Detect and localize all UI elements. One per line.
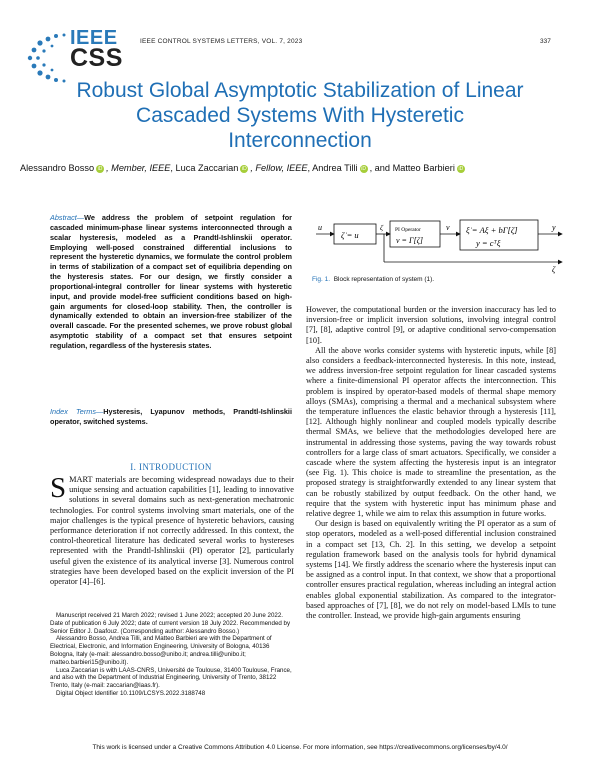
license-footer: This work is licensed under a Creative Commons Attribution 4.0 License. For more information, see https://creativecommons.org/licenses/by/4.0/ — [92, 744, 508, 751]
footnote-manuscript: Manuscript received 21 March 2022; revised 1 June 2022; accepted 20 June 2022. Date of publication 6 July 2022; date of current version 18 July 2022. Recommended by Senior Editor J. Daafouz. (Corresponding author: Alessandro Bosso.) — [50, 612, 291, 635]
abstract — [50, 213, 292, 351]
index-terms-lead: Index Terms— — [50, 407, 104, 416]
author-3: , Andrea Tilli — [307, 163, 358, 173]
footnote-affiliation-2: Luca Zaccarian is with LAAS-CNRS, Université de Toulouse, 31400 Toulouse, France, and also with the Department of Industrial Engineering, University of Trento, 38122 Trento, Italy (e-mail: zaccarian@laas.fr). — [50, 666, 292, 690]
index-terms-text: Hysteresis, Lyapunov methods, Prandtl-Ishlinskii operator, switched systems. — [50, 407, 292, 426]
integrator-equation: ζ̇ = u — [341, 230, 359, 240]
author-1: Alessandro Bosso — [20, 163, 95, 173]
author-2-role: , Fellow, IEEE — [250, 163, 308, 173]
orcid-icon[interactable]: iD — [361, 166, 366, 172]
figure-caption — [312, 276, 434, 283]
introduction-text: MART materials are becoming widespread nowadays due to their unique sensing and actuation capabilities [1], leading to innovative solutions in several domains such as next-generation mechatronic technologies. For control systems involving smart materials, one of the major challenges is the typical presence of hysteretic behaviors, causing performance deterioration if not correctly addressed. In this context, the control-theoretical literature has dedicated several works to hystereses represented with the Prandtl-Ishlinskii (PI) operator [2], particularly useful given the existence of its analytical inverse [3]. Numerous control strategies have been developed based on the explicit inversion of the PI operator [4]–[6]. — [50, 475, 294, 587]
linear-system-output-equation: y = cᵀξ — [476, 238, 501, 248]
figure-caption-number: Fig. 1. — [312, 276, 331, 283]
orcid-icon[interactable]: iD — [241, 166, 247, 172]
pi-operator-equation: v = Γ[ζ] — [396, 236, 423, 245]
linear-system-state-equation: ξ̇ = Aξ + bΓ[ζ] — [466, 225, 518, 235]
author-4: , and Matteo Barbieri — [369, 163, 455, 173]
figure-caption-text: Block representation of system (1). — [333, 276, 435, 283]
footnote-doi: Digital Object Identifier 10.1109/LCSYS.2022.3188748 — [56, 689, 206, 697]
abstract-text: We address the problem of setpoint regulation for cascaded minimum-phase linear systems interconnected through a scalar hysteresis, modeled as a Prandtl-Ishlinskii operator. Employing well-posed constrained differential inclusions to represent the hysteretic dynamics, we formulate the control problem in terms of stabilization of a compact set of equilibria depending on the hysteresis states. For our design, we firstly consider a proportional-integral controller for linear systems with hysteretic input, and provide model-free sufficient conditions based on high-gain arguments for closed-loop stability. Then, the controller is dynamically extended to obtain an inversion-free stabilizer of the overall cascade. For the presented schemes, we prove robust global asymptotic stability of a compact set that ensures setpoint regulation, regardless of the hysteresis states. — [50, 213, 292, 350]
block-diagram-figure — [310, 218, 572, 274]
body-paragraph-2: All the above works consider systems with hysteretic inputs, while [8] also considers a feedback-interconnected hysteresis. In this note, instead, we address inversion-free setpoint regulation for linear cascaded systems where a finite-dimensional PI operator affects the interconnection. This problem is inspired by operator-based models of thermal shape memory alloys (SMAs), comprising a thermal and a mechanical subsystem where the temperature influences the elastic behavior through a hysteresis [11], [12]. Although highly nonlinear and coupled models typically describe thermal SMAs, we believe that the methodologies developed here are instrumental in addressing those systems, paving the way towards robust controllers for a large class of smart actuators. Specifically, we consider a cascade where the system affecting the hysteresis input is an integrator (see Fig. 1). This choice is made to streamline the presentation, as the proposed strategy is straightforwardly extended to any linear system that can be robustly stabilized by output feedback. On the other hand, we require that the system with hysteretic input has minimum phase and relative degree 1, while we aim to relax this assumption in future works. — [306, 345, 556, 519]
footnotes — [50, 612, 294, 698]
logo-css-text: CSS — [70, 44, 123, 72]
author-list — [20, 163, 580, 173]
signal-zeta-top-label: ζ — [380, 223, 384, 232]
page-number: 337 — [540, 38, 551, 45]
index-terms — [50, 407, 292, 427]
signal-u-label: u — [318, 223, 322, 232]
abstract-lead: Abstract— — [50, 213, 85, 222]
signal-zeta-label: ζ — [552, 265, 556, 274]
paper-title — [30, 78, 570, 153]
drop-cap: S — [50, 472, 67, 504]
title-line-1: Robust Global Asymptotic Stabilization of Linear — [76, 79, 524, 102]
pi-operator-title: PI Operator — [395, 227, 421, 233]
signal-v-label: v — [446, 223, 450, 232]
section-heading-introduction: I. INTRODUCTION — [130, 462, 212, 472]
orcid-icon[interactable]: iD — [97, 166, 103, 172]
introduction-paragraph — [50, 472, 294, 587]
signal-y-label: y — [552, 223, 556, 232]
title-line-3: Interconnection — [228, 129, 372, 152]
footnote-affiliation-1: Alessandro Bosso, Andrea Tilli, and Matteo Barbieri are with the Department of Electrical, Electronic, and Information Engineering, University of Bologna, 40136 Bologna, Italy (e-mail: alessandro.bosso@unibo.it; andrea.tilli@unibo.it; matteo.barbieri15@unibo.it). — [50, 635, 272, 666]
author-1-role: , Member, IEEE — [106, 163, 171, 173]
orcid-icon[interactable]: iD — [458, 166, 464, 172]
logo-ieee-text: IEEE — [70, 27, 118, 49]
body-paragraph-1: However, the computational burden or the inversion inaccuracy has led to inversion-free or implicit inversion solutions, involving integral control [7], [8], adaptive control [9], or adaptive conditional servo-compensation [10]. — [306, 305, 556, 345]
right-column-body — [306, 305, 556, 621]
body-paragraph-3: Our design is based on equivalently writing the PI operator as a sum of stop operators, modeled as a well-posed differential inclusion constrained in a compact set [13, Ch. 2]. In this setting, we develop a setpoint regulation framework based on the analysis tools for hybrid dynamical systems [14]. We firstly address the scenario where the hysteresis input can be assigned as a control input. In that context, we show that a proportional controller ensures practical regulation, whereas including an integral action enables global exponential stabilization. As compared to the integrator-based approaches of [7], [8], we do not rely on model-based LMIs to tune the controller. Instead, we provide high-gain arguments ensuring — [306, 519, 556, 621]
journal-header: IEEE CONTROL SYSTEMS LETTERS, VOL. 7, 2023 — [140, 38, 303, 45]
title-line-2: Cascaded Systems With Hysteretic — [136, 104, 464, 127]
author-2: , Luca Zaccarian — [170, 163, 239, 173]
